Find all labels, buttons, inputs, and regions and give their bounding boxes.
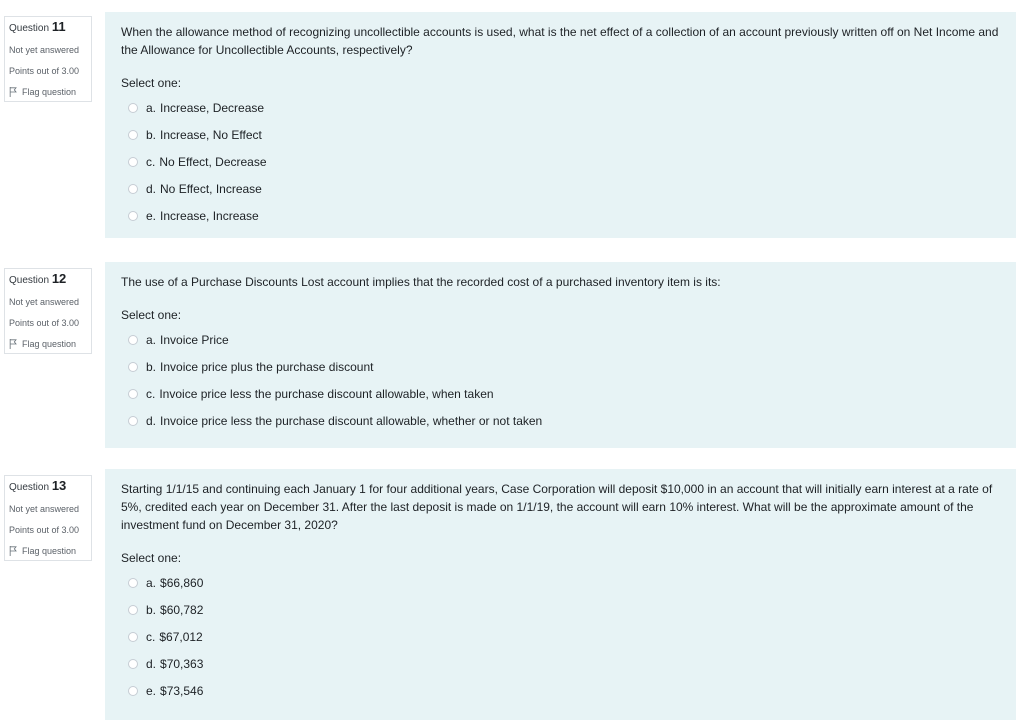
question-points: Points out of 3.00 bbox=[9, 66, 80, 76]
select-one-prompt: Select one: bbox=[121, 551, 182, 565]
question-status: Not yet answered bbox=[9, 45, 80, 55]
flag-question-label: Flag question bbox=[22, 546, 77, 556]
radio-button[interactable] bbox=[128, 362, 138, 372]
flag-icon bbox=[9, 546, 18, 556]
radio-button[interactable] bbox=[128, 157, 138, 167]
radio-button[interactable] bbox=[128, 605, 138, 615]
radio-button[interactable] bbox=[128, 578, 138, 588]
answer-option-c[interactable]: c. $67,012 bbox=[121, 623, 1000, 650]
answer-list bbox=[121, 94, 1000, 229]
flag-question-label: Flag question bbox=[22, 87, 77, 97]
question-number-value: 12 bbox=[51, 271, 67, 286]
radio-button[interactable] bbox=[128, 184, 138, 194]
answer-option-d[interactable]: d. $70,363 bbox=[121, 650, 1000, 677]
question-text: The use of a Purchase Discounts Lost account implies that the recorded cost of a purchased inventory item is its: bbox=[121, 275, 721, 289]
question-number-value: 13 bbox=[51, 478, 67, 493]
answer-list bbox=[121, 326, 1000, 434]
question-number bbox=[9, 479, 91, 495]
question-info-panel bbox=[4, 16, 92, 102]
radio-button[interactable] bbox=[128, 211, 138, 221]
question-number bbox=[9, 20, 91, 36]
flag-question-link[interactable] bbox=[9, 337, 91, 351]
question-number-value: 11 bbox=[51, 19, 66, 34]
radio-button[interactable] bbox=[128, 659, 138, 669]
answer-option-e[interactable]: e. Increase, Increase bbox=[121, 202, 1000, 229]
answer-option-b[interactable]: b. $60,782 bbox=[121, 596, 1000, 623]
answer-option-c[interactable]: c. Invoice price less the purchase discount allowable, when taken bbox=[121, 380, 1000, 407]
question-info-panel bbox=[4, 268, 92, 354]
answer-option-a[interactable]: a. $66,860 bbox=[121, 569, 1000, 596]
question-label: Question bbox=[9, 23, 50, 34]
flag-icon bbox=[9, 87, 18, 97]
answer-option-b[interactable]: b. Increase, No Effect bbox=[121, 121, 1000, 148]
question-content bbox=[105, 12, 1016, 238]
question-points: Points out of 3.00 bbox=[9, 318, 80, 328]
question-content bbox=[105, 469, 1016, 720]
radio-button[interactable] bbox=[128, 130, 138, 140]
radio-button[interactable] bbox=[128, 389, 138, 399]
question-content bbox=[105, 262, 1016, 448]
question-number bbox=[9, 272, 91, 288]
answer-option-a[interactable]: a. Invoice Price bbox=[121, 326, 1000, 353]
question-points: Points out of 3.00 bbox=[9, 525, 80, 535]
question-status: Not yet answered bbox=[9, 504, 80, 514]
question-text: Starting 1/1/15 and continuing each January 1 for four additional years, Case Corporation will deposit $10,000 in an account that will initially earn interest at a rate of 5%, credited each year on December 31. After the last deposit is made on 1/1/19, the account will earn 10% interest. What will be the approximate amount of the investment fund on December 31, 2020? bbox=[121, 482, 993, 532]
question-status: Not yet answered bbox=[9, 297, 80, 307]
answer-option-d[interactable]: d. No Effect, Increase bbox=[121, 175, 1000, 202]
radio-button[interactable] bbox=[128, 335, 138, 345]
radio-button[interactable] bbox=[128, 103, 138, 113]
answer-option-b[interactable]: b. Invoice price plus the purchase discount bbox=[121, 353, 1000, 380]
answer-option-c[interactable]: c. No Effect, Decrease bbox=[121, 148, 1000, 175]
question-text: When the allowance method of recognizing uncollectible accounts is used, what is the net effect of a collection of an account previously written off on Net Income and the Allowance for Uncollectible Accounts, respectively? bbox=[121, 25, 999, 57]
flag-icon bbox=[9, 339, 18, 349]
radio-button[interactable] bbox=[128, 632, 138, 642]
radio-button[interactable] bbox=[128, 416, 138, 426]
flag-question-link[interactable] bbox=[9, 544, 91, 558]
select-one-prompt: Select one: bbox=[121, 76, 182, 90]
flag-question-link[interactable] bbox=[9, 85, 91, 99]
question-info-panel bbox=[4, 475, 92, 561]
question-label: Question bbox=[9, 482, 50, 493]
radio-button[interactable] bbox=[128, 686, 138, 696]
answer-list bbox=[121, 569, 1000, 704]
question-label: Question bbox=[9, 275, 50, 286]
answer-option-d[interactable]: d. Invoice price less the purchase discount allowable, whether or not taken bbox=[121, 407, 1000, 434]
answer-option-e[interactable]: e. $73,546 bbox=[121, 677, 1000, 704]
flag-question-label: Flag question bbox=[22, 339, 77, 349]
answer-option-a[interactable]: a. Increase, Decrease bbox=[121, 94, 1000, 121]
select-one-prompt: Select one: bbox=[121, 308, 182, 322]
